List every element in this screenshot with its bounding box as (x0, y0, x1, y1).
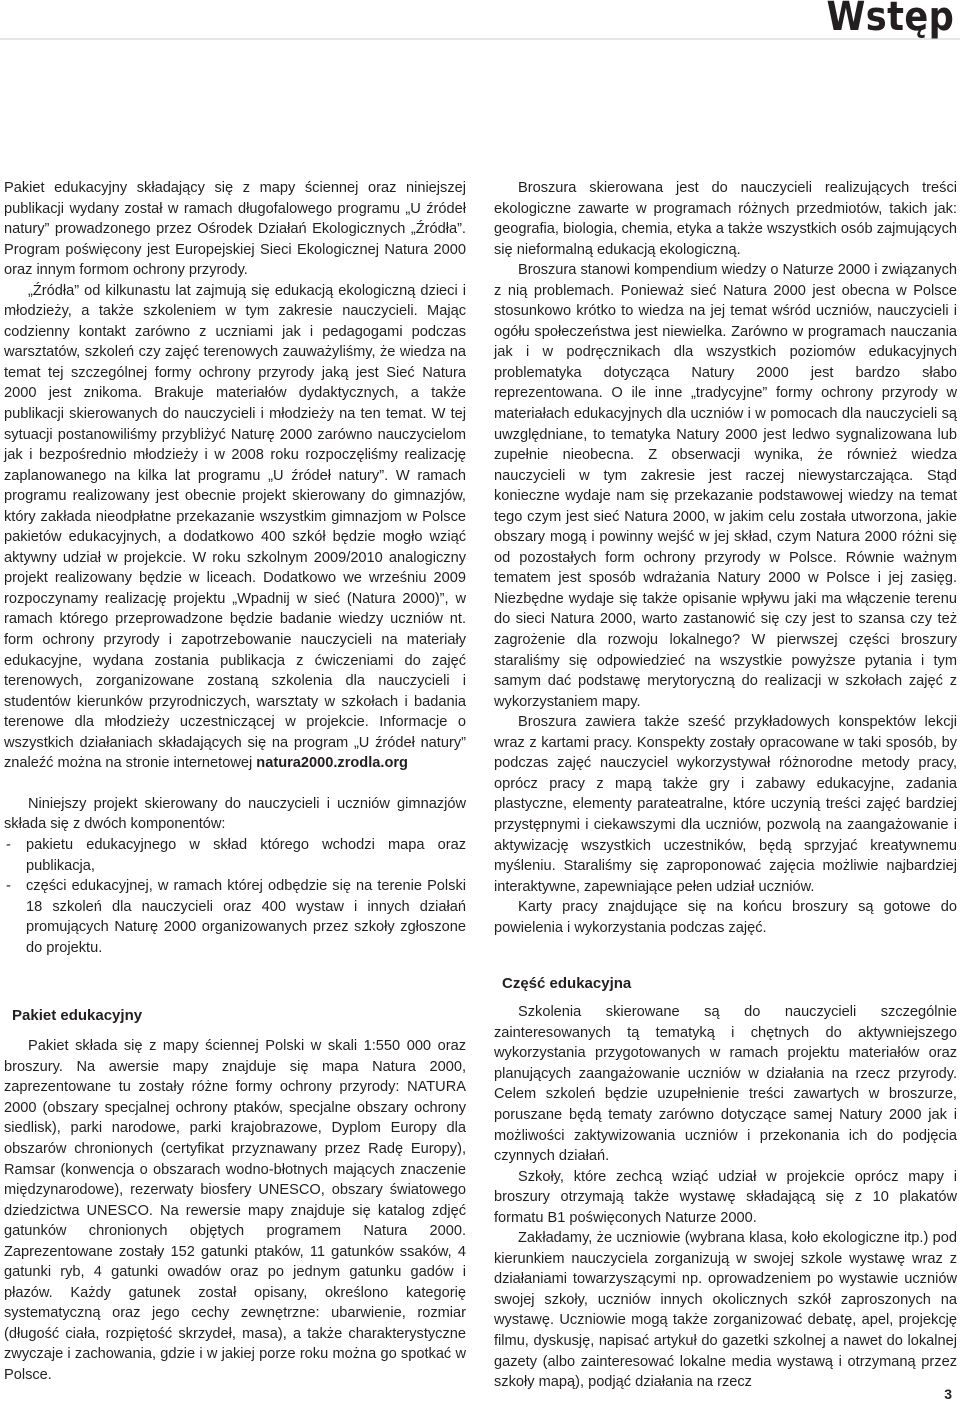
czesc-paragraph-1: Szkolenia skierowane są do nauczycieli szczególnie zainteresowanych tą tematyką i chętnych do aktywniejszego wykorzystania przygotowanych w ramach projektu materiałów oraz planujących zaangażowanie uczniów w działania na rzecz przyrody. Celem szkoleń będzie uzupełnienie treści zawartych w broszurze, poruszane będą tematy zarówno dotyczące samej Natury 2000 jak i możliwości zaktywizowania uczniów i przekonania ich do podjęcia czynnych działań. (494, 1004, 957, 1165)
section-heading-pakiet: Pakiet edukacyjny (12, 1007, 143, 1025)
czesc-paragraph-2: Szkoły, które zechcą wziąć udział w projekcie oprócz mapy i broszury otrzymają także wystawę składającą się z 10 plakatów formatu B1 poświęconych Naturze 2000. (494, 1168, 957, 1226)
page-header (0, 0, 960, 42)
dash-marker: - (6, 836, 11, 853)
website-link[interactable]: natura2000.zrodla.org (256, 755, 408, 772)
broszura-paragraph-2: Broszura stanowi kompendium wiedzy o Naturze 2000 i związanych z nią problemach. Ponieważ sieć Natura 2000 jest obecna w Polsce stosunkowo krótko to wiedza na jej temat wśród uczniów, nauczycieli i ogółu społeczeństwa jest niewielka. Zarówno w programach nauczania jak i w podręcznikach dla wszystkich poziomów edukacyjnych problematyka dotycząca Natury 2000 jest bardzo słabo reprezentowana. O ile inne „tradycyjne” formy ochrony przyrody w materiałach edukacyjnych dla uczniów i w pomocach dla nauczycieli są uwzględniane, to tematyka Natury 2000 jest ledwo sygnalizowana lub zupełnie nieobecna. Z obserwacji wynika, że również wiedza nauczycieli w tym zakresie jest raczej niewystarczająca. Stąd konieczne wydaje nam się przekazanie podstawowej wiedzy na temat tego czym jest sieć Natura 2000, w jakim celu została utworzona, jakie obszary mogą i powinny wejść w jej skład, czym Natura 2000 różni się od pozostałych form ochrony przyrody w Polsce. Równie ważnym tematem jest sposób wdrażania Natury 2000 w Polsce i jej zasięg. Niezbędne wydaje się także opisanie wpływu jaki ma włączenie terenu do sieci Natura 2000, warto zastanowić się czy jest to szansa czy też zagrożenie dla rozwoju lokalnego? W pierwszej części broszury staraliśmy się odpowiedzieć na wszystkie powyższe pytania i tym samym dać podstawę merytoryczną do realizacji w szkołach zajęć z wykorzystaniem mapy. (494, 262, 957, 710)
list-item-text: pakietu edukacyjnego w skład którego wchodzi mapa oraz publikacja, (26, 836, 466, 874)
page-title: Wstęp (826, 0, 954, 40)
pakiet-paragraph: Pakiet składa się z mapy ściennej Polski w skali 1:550 000 oraz broszury. Na awersie mapy znajduje się mapa Natura 2000, zaprezentowane tu zostały różne formy ochrony przyrody: NATURA 2000 (obszary specjalnej ochrony ptaków, specjalne obszary ochrony siedlisk), parki narodowe, parki krajobrazowe, Dyplom Europy dla obszarów chronionych (certyfikat przyznawany przez Radę Europy), Ramsar (konwencja o obszarach wodno-błotnych mających znaczenie międzynarodowe), rezerwaty biosfery UNESCO, obszary światowego dziedzictwa UNESCO. Na rewersie mapy znajduje się katalog zdjęć gatunków chronionych objętych programem Natura 2000. Zaprezentowane zostały 152 gatunki ptaków, 11 gatunków ssaków, 4 gatunki ryb, 4 gatunki owadów oraz po jednym gatunku gadów i płazów. Każdy gatunek został opisany, określono kategorię systematyczną oraz jego cechy zewnętrzne: ubarwienie, rozmiar (długość ciała, rozpiętość skrzydeł, masa), a także charakterystyczne zwyczaje i zachowania, gdzie i w jakiej porze roku można go spotkać w Polsce. (4, 1038, 466, 1383)
dash-marker: - (6, 878, 11, 895)
broszura-paragraph-1: Broszura skierowana jest do nauczycieli realizujących treści ekologiczne zawarte w programach różnych przedmiotów, takich jak: geografia, biologia, chemia, etyka a także wszystkich osób zajmujących się nieformalną edukacją ekologiczną. (494, 180, 957, 258)
list-item-text: części edukacyjnej, w ramach której odbędzie się na terenie Polski 18 szkoleń dla nauczycieli oraz 400 wystaw i innych działań promujących Naturę 2000 organizowanych przez szkoły zgłoszone do projektu. (26, 878, 466, 956)
section-heading-czesc: Część edukacyjna (502, 975, 632, 993)
project-intro: Niniejszy projekt skierowany do nauczycieli i uczniów gimnazjów składa się z dwóch komponentów: (4, 795, 466, 833)
header-rule (0, 38, 960, 40)
list-item (4, 835, 466, 876)
list-item (4, 876, 466, 958)
intro-paragraph-2 (4, 281, 466, 774)
intro-paragraph-2-text: „Źródła” od kilkunastu lat zajmują się edukacją ekologiczną dzieci i młodzieży, a także szkoleniem w tym zakresie nauczycieli. Mając codzienny kontakt zarówno z uczniami jak i pedagogami podczas warsztatów, szkoleń czy zajęć terenowych zauważyliśmy, że wiedza na temat tej szczególnej formy ochrony przyrody jaką jest Sieć Natura 2000 jest znikoma. Brakuje materiałów dydaktycznych, a także publikacji skierowanych do nauczycieli i młodzieży na ten temat. W tej sytuacji postanowiliśmy przybliżyć Naturę 2000 zarówno nauczycielom jak i bezpośrednio młodzieży i w 2008 roku rozpoczęliśmy realizację zaplanowanego na kilka lat programu „U źródeł natury”. W ramach programu realizowany jest obecnie projekt skierowany do gimnazjów, który zakłada nieodpłatne przekazanie wszystkim gimnazjom w Polsce pakietów edukacyjnych, a dodatkowo 400 szkół będzie mogło wziąć aktywny udział w projekcie. W roku szkolnym 2009/2010 analogiczny projekt realizowany będzie w liceach. Dodatkowo we wrześniu 2009 rozpoczynamy realizację projektu „Wpadnij w sieć (Natura 2000)”, w ramach którego przeprowadzone będzie badanie wiedzy uczniów nt. form ochrony przyrody i zapotrzebowanie nauczycieli na materiały edukacyjne, wydana zostania publikacja z ćwiczeniami do zajęć terenowych, zorganizowane zostaną szkolenia dla nauczycieli i studentów kierunków przyrodniczych, warsztaty w szkołach i badania terenowe dla młodzieży uczestniczącej w projekcie. Informacje o wszystkich działaniach składających się na program „U źródeł natury” znaleźć można na stronie internetowej (4, 282, 466, 772)
czesc-paragraph-3: Zakładamy, że uczniowie (wybrana klasa, koło ekologiczne itp.) pod kierunkiem nauczyciela zorganizują w swojej szkole wystawę wraz z działaniami towarzyszącymi np. oprowadzeniem po wystawie uczniów swojej szkoły, uczniów innych okolicznych szkół zaproszonych na wystawę. Uczniowie mogą także zorganizować debatę, apel, projekcję filmu, dyskusję, napisać artykuł do gazetki szkolnej a nawet do lokalnej gazety (albo zainteresować lokalne media wystawą i otrzymaną przez szkoły mapą), podjąć działania na rzecz (494, 1230, 957, 1391)
intro-paragraph-1: Pakiet edukacyjny składający się z mapy ściennej oraz niniejszej publikacji wydany został w ramach długofalowego programu „U źródeł natury” prowadzonego przez Ośrodek Działań Ekologicznych „Źródła”. Program poświęcony jest Europejskiej Sieci Ekologicznej Natura 2000 oraz innym formom ochrony przyrody. (4, 180, 466, 279)
broszura-paragraph-4: Karty pracy znajdujące się na końcu broszury są gotowe do powielenia i wykorzystania podczas zajęć. (494, 899, 957, 936)
components-list (4, 835, 466, 958)
right-column (494, 178, 957, 1393)
broszura-paragraph-3: Broszura zawiera także sześć przykładowych konspektów lekcji wraz z kartami pracy. Konspekty zostały opracowane w taki sposób, by podczas zajęć nauczyciel wykorzystywał różnorodne metody pracy, oprócz pracy z mapą także gry i zabawy edukacyjne, zadania plastyczne, elementy parateatralne, które uczynią treści zajęć bardziej przystępnymi i ciekawszymi dla uczniów, pozwolą na zaangażowanie i aktywizację wszystkich uczestników, będą sprzyjać kreatywnemu myśleniu. Staraliśmy się zaproponować zajęcia możliwie najbardziej interaktywne, zapewniające pełen udział uczniów. (494, 714, 957, 895)
page-number: 3 (944, 1386, 952, 1402)
left-column (4, 178, 466, 1386)
